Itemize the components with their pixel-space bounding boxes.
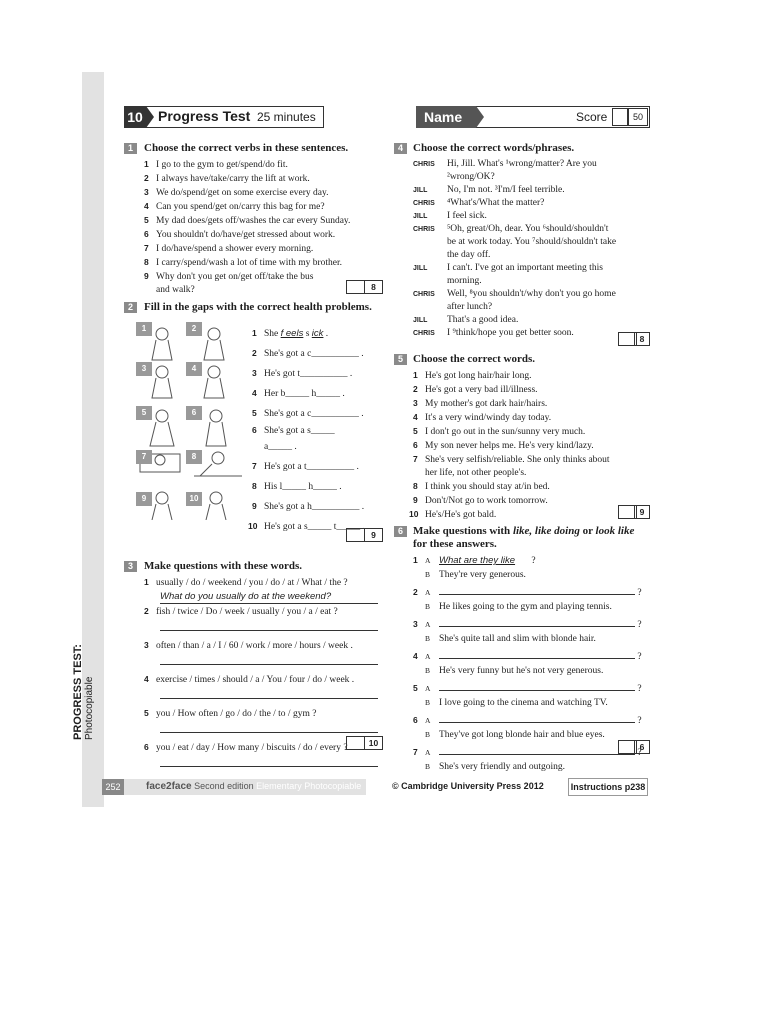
copyright: © Cambridge University Press 2012: [392, 781, 544, 791]
section-4-title: Choose the correct words/phrases.: [413, 142, 575, 154]
list-item: 4 It's a very wind/windy day today.: [413, 412, 552, 423]
question-row: 1 A What are they like ?: [413, 555, 536, 566]
instructions-link[interactable]: Instructions p238: [568, 778, 648, 796]
list-item: 8 I carry/spend/wash a lot of time with my brother.: [144, 257, 342, 268]
list-item: 4 exercise / times / should / a / You / four / do / week .: [144, 674, 355, 685]
list-item: 3 My mother's got dark hair/hairs.: [413, 398, 548, 409]
section-4-marks: 8: [634, 332, 650, 346]
figure-number: 3: [136, 362, 152, 376]
figure-number: 6: [186, 406, 202, 420]
list-item: 7 She's very selfish/reliable. She only thinks about: [413, 454, 610, 465]
list-item: 7 I do/have/spend a shower every morning.: [144, 243, 314, 254]
name-label: Name: [416, 106, 476, 128]
question-row: 4 A ?: [413, 651, 642, 662]
list-item: 5 She's got a c__________ .: [252, 408, 364, 419]
question-row: 5 A ?: [413, 683, 642, 694]
answer-row: B He's very funny but he's not very generous.: [425, 666, 604, 676]
figure-number: 4: [186, 362, 202, 376]
section-6-marks: 6: [634, 740, 650, 754]
section-1-list: [144, 158, 350, 297]
name-arrow: [476, 106, 484, 128]
list-item: 2 He's got a very bad ill/illness.: [413, 384, 538, 395]
list-item: 1 He's got long hair/hair long.: [413, 370, 532, 381]
score-label: Score: [576, 110, 608, 124]
list-item: 6 You shouldn't do/have/get stressed about work.: [144, 229, 336, 240]
test-number: 10: [124, 106, 146, 128]
title-arrow: [146, 106, 154, 128]
section-1-score-field[interactable]: [346, 280, 365, 294]
page-number: 252: [102, 779, 124, 795]
list-item: 5 you / How often / go / do / the / to / gym ?: [144, 708, 317, 719]
side-label-line1: PROGRESS TEST:: [72, 644, 84, 740]
list-item: 5 My dad does/gets off/washes the car every Sunday.: [144, 215, 351, 226]
section-2-list: [248, 324, 365, 537]
question-row: 2 A ?: [413, 587, 642, 598]
section-5-marks: 9: [634, 505, 650, 519]
dialogue-line: be at work today. You ⁷should/shouldn't take: [447, 237, 617, 247]
figure-number: 8: [186, 450, 202, 464]
list-item: 3 We do/spend/get on some exercise every day.: [144, 187, 329, 198]
dialogue-line: CHRIS ⁵Oh, great/Oh, dear. You ⁶should/shouldn't: [413, 224, 609, 234]
illustration-svg: [134, 320, 250, 520]
list-item: 6 My son never helps me. He's very kind/lazy.: [413, 440, 594, 451]
question-row: 7 A ?: [413, 747, 642, 758]
figure-number: 5: [136, 406, 152, 420]
list-item: 9 She's got a h__________ .: [252, 501, 365, 512]
page-title: Progress Test: [158, 108, 251, 124]
list-item: 1 I go to the gym to get/spend/do fit.: [144, 159, 288, 170]
section-1-title: Choose the correct verbs in these sentences.: [144, 142, 349, 154]
list-item: 8 His l_____ h_____ .: [252, 481, 342, 492]
answer-line[interactable]: [160, 629, 378, 631]
list-item: 1 She f eels s ick .: [252, 328, 329, 339]
list-item: 8 I think you should stay at/in bed.: [413, 481, 550, 492]
dialogue-line: JILL I feel sick.: [413, 211, 487, 221]
duration: 25 minutes: [257, 110, 316, 124]
dialogue-line: CHRIS I ⁹think/hope you get better soon.: [413, 328, 574, 338]
question-row: 3 A ?: [413, 619, 642, 630]
score-field[interactable]: [612, 108, 628, 126]
side-label: [70, 640, 120, 740]
list-item: 7 He's got a t__________ .: [252, 461, 359, 472]
section-3-list: [144, 576, 379, 767]
list-item: 2 fish / twice / Do / week / usually / you / a / eat ?: [144, 606, 338, 617]
section-5-number: 5: [394, 354, 407, 365]
section-2-score-field[interactable]: [346, 528, 365, 542]
list-item: 10 He's got a s_____ t_____ .: [248, 521, 365, 532]
figure-number: 7: [136, 450, 152, 464]
question-row: 6 A ?: [413, 715, 642, 726]
answer-line[interactable]: [160, 697, 378, 699]
list-item: 3 often / than / a / I / 60 / work / more / hours / week .: [144, 640, 353, 651]
answer-row: B They've got long blonde hair and blue eyes.: [425, 730, 605, 740]
dialogue-line: JILL That's a good idea.: [413, 315, 519, 325]
answer-row: B He likes going to the gym and playing tennis.: [425, 602, 612, 612]
section-2-number: 2: [124, 302, 137, 313]
section-5-list: [409, 369, 610, 522]
answer-row: B I love going to the cinema and watching TV.: [425, 698, 608, 708]
answer-1: What do you usually do at the weekend?: [144, 590, 379, 604]
dialogue-line: JILL I can't. I've got an important meeting this: [413, 263, 603, 273]
dialogue-line: CHRIS Well, ⁸you shouldn't/why don't you go home: [413, 289, 616, 299]
answer-row: B She's quite tall and slim with blonde hair.: [425, 634, 596, 644]
list-item: 2 She's got a c__________ .: [252, 348, 364, 359]
list-item: 2 I always have/take/carry the lift at work.: [144, 173, 310, 184]
answer-line[interactable]: [160, 731, 378, 733]
list-item: her life, not other people's.: [425, 468, 527, 478]
list-item: 6 She's got a s_____: [252, 425, 335, 436]
list-item: 6 you / eat / day / How many / biscuits / do / every ?: [144, 742, 348, 753]
footer-brand: face2face Second edition Elementary Photocopiable: [146, 781, 362, 792]
section-5-title: Choose the correct words.: [413, 353, 535, 365]
figure-number: 10: [186, 492, 202, 506]
dialogue-line: JILL No, I'm not. ³I'm/I feel terrible.: [413, 185, 565, 195]
section-1-number: 1: [124, 143, 137, 154]
dialogue-line: CHRIS Hi, Jill. What's ¹wrong/matter? Are you: [413, 159, 597, 169]
section-6-title: Make questions with like, like doing or look like: [413, 525, 635, 537]
figure-number: 2: [186, 322, 202, 336]
figure-number: 1: [136, 322, 152, 336]
section-3-marks: 10: [364, 736, 383, 750]
side-label-line2: Photocopiable: [84, 676, 95, 740]
list-item: 9 Why don't you get on/get off/take the bus: [144, 271, 314, 282]
answer-line[interactable]: [160, 765, 378, 767]
dialogue-line: the day off.: [447, 250, 491, 260]
section-2-title: Fill in the gaps with the correct health problems.: [144, 301, 372, 313]
dialogue-line: CHRIS ⁴What's/What the matter?: [413, 198, 545, 208]
list-item: 4 Her b_____ h_____ .: [252, 388, 345, 399]
section-3-title: Make questions with these words.: [144, 560, 302, 572]
section-3-score-field[interactable]: [346, 736, 365, 750]
section-6-number: 6: [394, 526, 407, 537]
section-1-marks: 8: [364, 280, 383, 294]
list-item: a_____ .: [264, 442, 297, 452]
answer-line[interactable]: [160, 663, 378, 665]
list-item: 9 Don't/Not go to work tomorrow.: [413, 495, 548, 506]
dialogue-line: after lunch?: [447, 302, 493, 312]
dialogue-line: morning.: [447, 276, 482, 286]
score-total: 50: [628, 108, 648, 126]
dialogue-line: ²wrong/OK?: [447, 172, 495, 182]
list-item: 5 I don't go out in the sun/sunny very much.: [413, 426, 586, 437]
list-item: 3 He's got t__________ .: [252, 368, 353, 379]
list-item: and walk?: [156, 285, 195, 295]
list-item: 10 He's/He's got bald.: [409, 509, 497, 520]
section-4-number: 4: [394, 143, 407, 154]
answer-row: B She's very friendly and outgoing.: [425, 762, 565, 772]
section-3-number: 3: [124, 561, 137, 572]
list-item: 4 Can you spend/get on/carry this bag for me?: [144, 201, 325, 212]
section-6-title-line2: for these answers.: [413, 538, 497, 550]
dialogue: [413, 158, 616, 340]
section-6-list: [413, 554, 648, 774]
answer-row: B They're very generous.: [425, 570, 526, 580]
health-illustrations: [134, 320, 250, 520]
figure-number: 9: [136, 492, 152, 506]
list-item: 1 usually / do / weekend / you / do / at / What / the ?: [144, 577, 348, 588]
section-2-marks: 9: [364, 528, 383, 542]
